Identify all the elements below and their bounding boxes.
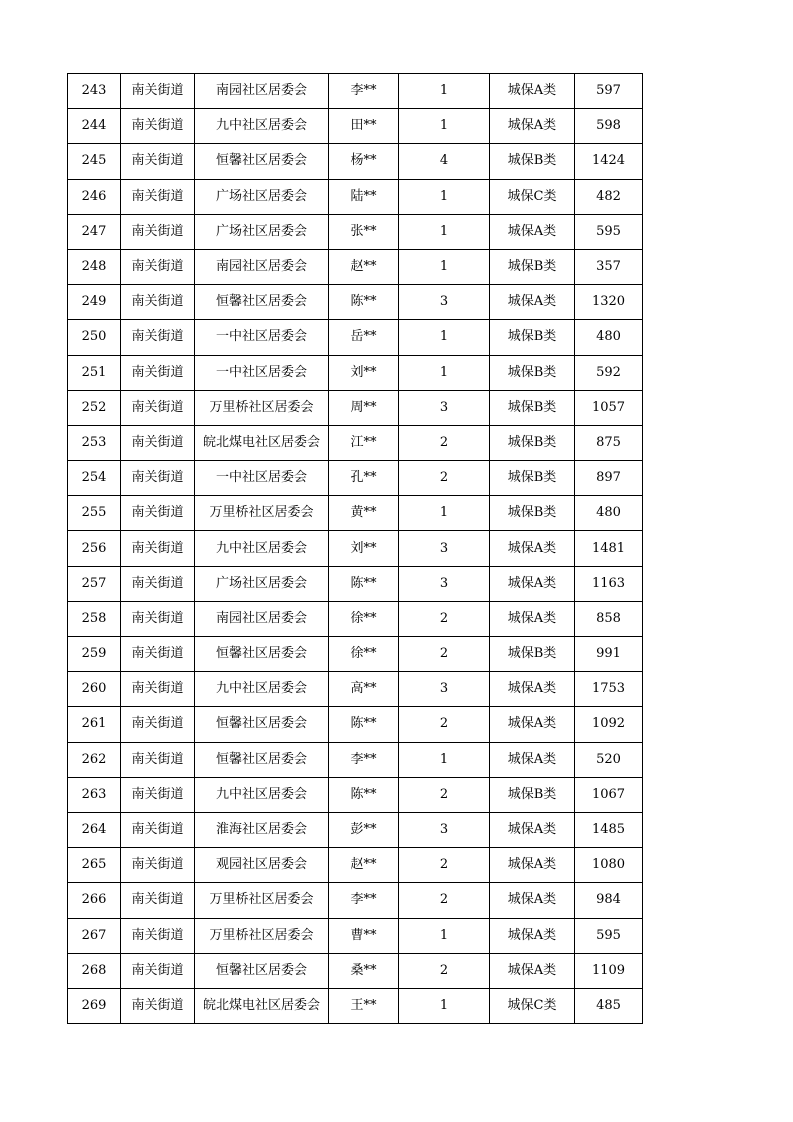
cell-amount: 1320 [575,285,643,320]
cell-community: 皖北煤电社区居委会 [195,425,329,460]
cell-amount: 1109 [575,953,643,988]
cell-street: 南关街道 [121,461,195,496]
cell-community: 恒馨社区居委会 [195,742,329,777]
cell-name: 徐** [329,601,399,636]
cell-household-count: 2 [399,848,490,883]
cell-street: 南关街道 [121,918,195,953]
cell-household-count: 3 [399,812,490,847]
cell-street: 南关街道 [121,496,195,531]
cell-household-count: 3 [399,390,490,425]
cell-household-count: 2 [399,883,490,918]
cell-name: 陈** [329,285,399,320]
cell-serial-number: 266 [68,883,121,918]
cell-street: 南关街道 [121,988,195,1023]
cell-community: 九中社区居委会 [195,777,329,812]
cell-name: 江** [329,425,399,460]
cell-household-count: 2 [399,707,490,742]
cell-serial-number: 245 [68,144,121,179]
cell-amount: 1092 [575,707,643,742]
cell-name: 李** [329,74,399,109]
cell-household-count: 1 [399,320,490,355]
cell-name: 陈** [329,566,399,601]
cell-street: 南关街道 [121,742,195,777]
cell-serial-number: 243 [68,74,121,109]
cell-household-count: 1 [399,179,490,214]
table-row [68,918,643,953]
cell-serial-number: 269 [68,988,121,1023]
cell-serial-number: 255 [68,496,121,531]
cell-name: 高** [329,672,399,707]
cell-household-count: 1 [399,496,490,531]
cell-community: 恒馨社区居委会 [195,144,329,179]
cell-category: 城保A类 [490,918,575,953]
cell-community: 恒馨社区居委会 [195,637,329,672]
cell-amount: 480 [575,320,643,355]
cell-amount: 984 [575,883,643,918]
cell-community: 南园社区居委会 [195,601,329,636]
cell-street: 南关街道 [121,883,195,918]
cell-amount: 875 [575,425,643,460]
table-row [68,672,643,707]
cell-street: 南关街道 [121,637,195,672]
cell-street: 南关街道 [121,777,195,812]
cell-category: 城保B类 [490,249,575,284]
cell-street: 南关街道 [121,320,195,355]
cell-name: 赵** [329,848,399,883]
cell-category: 城保B类 [490,355,575,390]
cell-category: 城保A类 [490,214,575,249]
cell-amount: 1080 [575,848,643,883]
cell-community: 九中社区居委会 [195,109,329,144]
table-row [68,249,643,284]
cell-name: 赵** [329,249,399,284]
cell-household-count: 1 [399,988,490,1023]
cell-street: 南关街道 [121,249,195,284]
cell-amount: 592 [575,355,643,390]
cell-amount: 1485 [575,812,643,847]
cell-amount: 357 [575,249,643,284]
table-row [68,320,643,355]
cell-community: 南园社区居委会 [195,74,329,109]
table-row [68,461,643,496]
cell-street: 南关街道 [121,74,195,109]
cell-community: 南园社区居委会 [195,249,329,284]
cell-serial-number: 251 [68,355,121,390]
table-row [68,531,643,566]
cell-serial-number: 249 [68,285,121,320]
cell-serial-number: 261 [68,707,121,742]
table-row [68,109,643,144]
table-row [68,848,643,883]
cell-community: 万里桥社区居委会 [195,390,329,425]
cell-street: 南关街道 [121,214,195,249]
table-row [68,601,643,636]
cell-household-count: 2 [399,425,490,460]
cell-amount: 1753 [575,672,643,707]
cell-category: 城保C类 [490,988,575,1023]
cell-category: 城保B类 [490,496,575,531]
cell-community: 一中社区居委会 [195,355,329,390]
table-row [68,179,643,214]
table-row [68,812,643,847]
cell-category: 城保B类 [490,461,575,496]
cell-category: 城保A类 [490,601,575,636]
cell-category: 城保A类 [490,707,575,742]
cell-street: 南关街道 [121,355,195,390]
cell-community: 万里桥社区居委会 [195,918,329,953]
cell-community: 观园社区居委会 [195,848,329,883]
cell-category: 城保B类 [490,777,575,812]
cell-street: 南关街道 [121,848,195,883]
cell-street: 南关街道 [121,953,195,988]
cell-category: 城保A类 [490,531,575,566]
cell-community: 九中社区居委会 [195,531,329,566]
cell-household-count: 1 [399,742,490,777]
table-row [68,988,643,1023]
cell-category: 城保A类 [490,883,575,918]
cell-name: 岳** [329,320,399,355]
cell-category: 城保B类 [490,390,575,425]
cell-category: 城保B类 [490,425,575,460]
cell-serial-number: 250 [68,320,121,355]
cell-amount: 1163 [575,566,643,601]
cell-amount: 480 [575,496,643,531]
cell-serial-number: 253 [68,425,121,460]
table-row [68,742,643,777]
cell-street: 南关街道 [121,672,195,707]
cell-name: 张** [329,214,399,249]
cell-street: 南关街道 [121,390,195,425]
cell-serial-number: 267 [68,918,121,953]
cell-street: 南关街道 [121,707,195,742]
cell-community: 一中社区居委会 [195,320,329,355]
cell-category: 城保A类 [490,848,575,883]
cell-name: 陈** [329,777,399,812]
cell-household-count: 2 [399,777,490,812]
cell-serial-number: 248 [68,249,121,284]
cell-name: 桑** [329,953,399,988]
cell-community: 万里桥社区居委会 [195,883,329,918]
cell-amount: 598 [575,109,643,144]
cell-amount: 1067 [575,777,643,812]
cell-serial-number: 263 [68,777,121,812]
cell-category: 城保A类 [490,953,575,988]
cell-serial-number: 256 [68,531,121,566]
cell-household-count: 2 [399,953,490,988]
cell-amount: 1424 [575,144,643,179]
cell-name: 田** [329,109,399,144]
cell-category: 城保B类 [490,144,575,179]
table-row [68,390,643,425]
table-body [68,74,643,1024]
data-table [67,73,643,1024]
cell-household-count: 2 [399,601,490,636]
cell-amount: 485 [575,988,643,1023]
cell-community: 淮海社区居委会 [195,812,329,847]
table-row [68,777,643,812]
cell-serial-number: 260 [68,672,121,707]
cell-name: 孔** [329,461,399,496]
cell-household-count: 1 [399,214,490,249]
cell-household-count: 1 [399,109,490,144]
cell-serial-number: 262 [68,742,121,777]
table-row [68,355,643,390]
cell-household-count: 1 [399,74,490,109]
cell-street: 南关街道 [121,285,195,320]
cell-serial-number: 268 [68,953,121,988]
cell-street: 南关街道 [121,179,195,214]
cell-name: 刘** [329,531,399,566]
cell-street: 南关街道 [121,109,195,144]
cell-community: 广场社区居委会 [195,214,329,249]
cell-name: 刘** [329,355,399,390]
cell-name: 王** [329,988,399,1023]
cell-category: 城保C类 [490,179,575,214]
cell-serial-number: 254 [68,461,121,496]
cell-street: 南关街道 [121,425,195,460]
table-row [68,637,643,672]
cell-amount: 482 [575,179,643,214]
cell-amount: 595 [575,214,643,249]
cell-amount: 520 [575,742,643,777]
cell-amount: 595 [575,918,643,953]
cell-community: 恒馨社区居委会 [195,953,329,988]
cell-name: 陆** [329,179,399,214]
cell-amount: 1481 [575,531,643,566]
table-row [68,953,643,988]
cell-community: 广场社区居委会 [195,566,329,601]
table-row [68,566,643,601]
cell-community: 恒馨社区居委会 [195,707,329,742]
cell-amount: 1057 [575,390,643,425]
cell-household-count: 3 [399,531,490,566]
cell-name: 徐** [329,637,399,672]
cell-category: 城保A类 [490,812,575,847]
cell-category: 城保A类 [490,74,575,109]
cell-serial-number: 257 [68,566,121,601]
cell-category: 城保B类 [490,320,575,355]
cell-amount: 597 [575,74,643,109]
cell-street: 南关街道 [121,601,195,636]
cell-serial-number: 247 [68,214,121,249]
cell-street: 南关街道 [121,531,195,566]
cell-amount: 858 [575,601,643,636]
table-row [68,496,643,531]
cell-household-count: 3 [399,672,490,707]
cell-household-count: 1 [399,249,490,284]
table-row [68,144,643,179]
table-row [68,74,643,109]
cell-category: 城保A类 [490,109,575,144]
cell-name: 李** [329,742,399,777]
cell-community: 恒馨社区居委会 [195,285,329,320]
table-row [68,214,643,249]
table-row [68,883,643,918]
cell-name: 陈** [329,707,399,742]
cell-household-count: 1 [399,918,490,953]
cell-name: 彭** [329,812,399,847]
cell-amount: 991 [575,637,643,672]
cell-name: 杨** [329,144,399,179]
cell-category: 城保A类 [490,566,575,601]
cell-category: 城保B类 [490,637,575,672]
table-row [68,425,643,460]
cell-serial-number: 244 [68,109,121,144]
table-row [68,707,643,742]
cell-category: 城保A类 [490,285,575,320]
table-row [68,285,643,320]
cell-serial-number: 264 [68,812,121,847]
cell-name: 李** [329,883,399,918]
cell-household-count: 2 [399,461,490,496]
cell-street: 南关街道 [121,144,195,179]
cell-community: 万里桥社区居委会 [195,496,329,531]
cell-household-count: 2 [399,637,490,672]
cell-serial-number: 258 [68,601,121,636]
cell-serial-number: 265 [68,848,121,883]
cell-community: 皖北煤电社区居委会 [195,988,329,1023]
cell-serial-number: 259 [68,637,121,672]
cell-community: 九中社区居委会 [195,672,329,707]
cell-serial-number: 246 [68,179,121,214]
cell-serial-number: 252 [68,390,121,425]
cell-amount: 897 [575,461,643,496]
cell-household-count: 3 [399,566,490,601]
cell-category: 城保A类 [490,742,575,777]
cell-household-count: 1 [399,355,490,390]
cell-street: 南关街道 [121,566,195,601]
cell-name: 周** [329,390,399,425]
cell-community: 一中社区居委会 [195,461,329,496]
cell-name: 黄** [329,496,399,531]
cell-street: 南关街道 [121,812,195,847]
cell-household-count: 3 [399,285,490,320]
cell-name: 曹** [329,918,399,953]
cell-community: 广场社区居委会 [195,179,329,214]
cell-category: 城保A类 [490,672,575,707]
cell-household-count: 4 [399,144,490,179]
